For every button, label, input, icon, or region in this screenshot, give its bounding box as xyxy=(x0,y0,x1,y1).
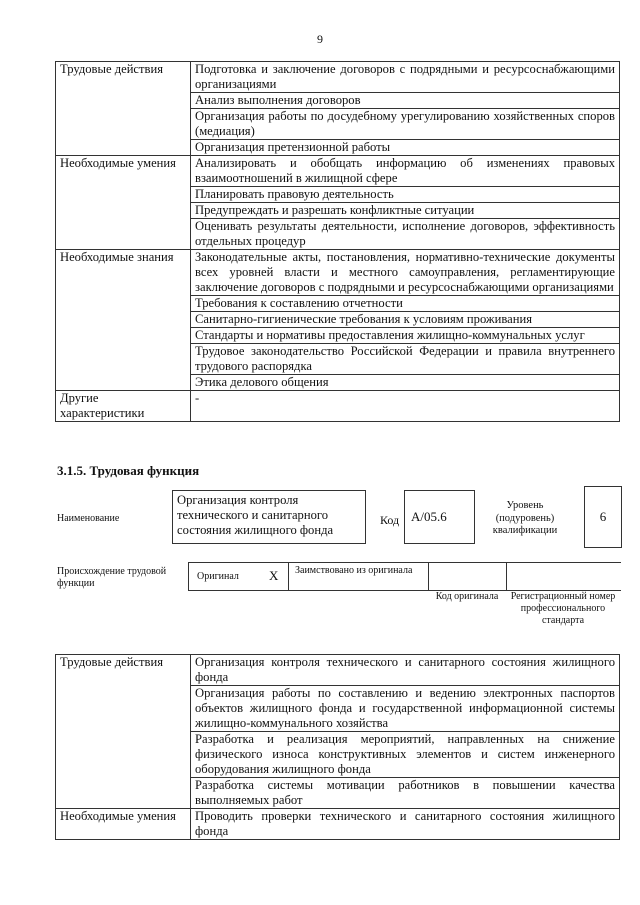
code-box: А/05.6 xyxy=(404,490,475,544)
row-label-required-skills: Необходимые умения xyxy=(56,156,191,250)
function-name-box: Организация контроля технического и санитарного состояния жилищного фонда xyxy=(172,490,366,544)
original-label: Оригинал xyxy=(197,571,239,582)
section-title: 3.1.5. Трудовая функция xyxy=(57,463,200,478)
table-cell: Организация претензионной работы xyxy=(191,140,620,156)
page-number: 9 xyxy=(317,32,323,46)
table-cell: Законодательные акты, постановления, нормативно-технические документы всех уровней власти и местного самоуправления, регламентирующие заключение договоров с подрядными и ресурсоснабжающими организациями xyxy=(191,250,620,296)
row-label-labor-actions: Трудовые действия xyxy=(56,62,191,156)
row-label-required-skills: Необходимые умения xyxy=(56,809,191,840)
table-cell: Организация контроля технического и санитарного состояния жилищного фонда xyxy=(191,655,620,686)
row-label-other-characteristics: Другие характеристики xyxy=(56,391,191,422)
reg-number-caption: Регистрационный номер профессионального стандарта xyxy=(510,591,616,626)
table-cell: Трудовое законодательство Российской Федерации и правила внутреннего трудового распорядка xyxy=(191,344,620,375)
table-cell: Разработка и реализация мероприятий, направленных на снижение физического износа конструктивных элементов и систем инженерного оборудования жилищного фонда xyxy=(191,732,620,778)
name-label: Наименование xyxy=(57,513,120,524)
original-mark: X xyxy=(269,568,279,583)
table-cell: Санитарно-гигиенические требования к условиям проживания xyxy=(191,312,620,328)
table-cell: Оценивать результаты деятельности, исполнение договоров, эффективность отдельных процедур xyxy=(191,219,620,250)
original-cell xyxy=(189,563,289,590)
table-cell: Организация работы по досудебному урегулированию хозяйственных споров (медиация) xyxy=(191,109,620,140)
level-label: Уровень (подуровень) квалификации xyxy=(492,500,558,536)
code-original-caption: Код оригинала xyxy=(435,591,499,602)
table-cell: Требования к составлению отчетности xyxy=(191,296,620,312)
table-cell: Планировать правовую деятельность xyxy=(191,187,620,203)
table-cell: Анализ выполнения договоров xyxy=(191,93,620,109)
row-label-labor-actions: Трудовые действия xyxy=(56,655,191,809)
competency-table-1 xyxy=(55,61,620,422)
original-code-cell xyxy=(429,563,507,590)
origin-row xyxy=(188,562,621,591)
table-cell: Этика делового общения xyxy=(191,375,620,391)
code-label: Код xyxy=(380,513,400,527)
reg-number-cell xyxy=(507,563,621,590)
borrowed-cell xyxy=(289,563,429,590)
competency-table-2 xyxy=(55,654,620,840)
table-cell: Анализировать и обобщать информацию об изменениях правовых взаимоотношений в жилищной сфере xyxy=(191,156,620,187)
table-cell: Организация работы по составлению и ведению электронных паспортов объектов жилищного фонда и государственной информационной системы жилищно-коммунального хозяйства xyxy=(191,686,620,732)
row-label-required-knowledge: Необходимые знания xyxy=(56,250,191,391)
borrowed-label: Заимствовано из оригинала xyxy=(295,565,413,576)
table-cell: Подготовка и заключение договоров с подрядными и ресурсоснабжающими организациями xyxy=(191,62,620,93)
level-box: 6 xyxy=(584,486,622,548)
table-cell: Разработка системы мотивации работников в повышении качества выполняемых работ xyxy=(191,778,620,809)
table-cell: Проводить проверки технического и санитарного состояния жилищного фонда xyxy=(191,809,620,840)
table-cell: Стандарты и нормативы предоставления жилищно-коммунальных услуг xyxy=(191,328,620,344)
table-cell: Предупреждать и разрешать конфликтные ситуации xyxy=(191,203,620,219)
origin-label: Происхождение трудовой функции xyxy=(57,566,167,589)
table-cell: - xyxy=(191,391,620,422)
